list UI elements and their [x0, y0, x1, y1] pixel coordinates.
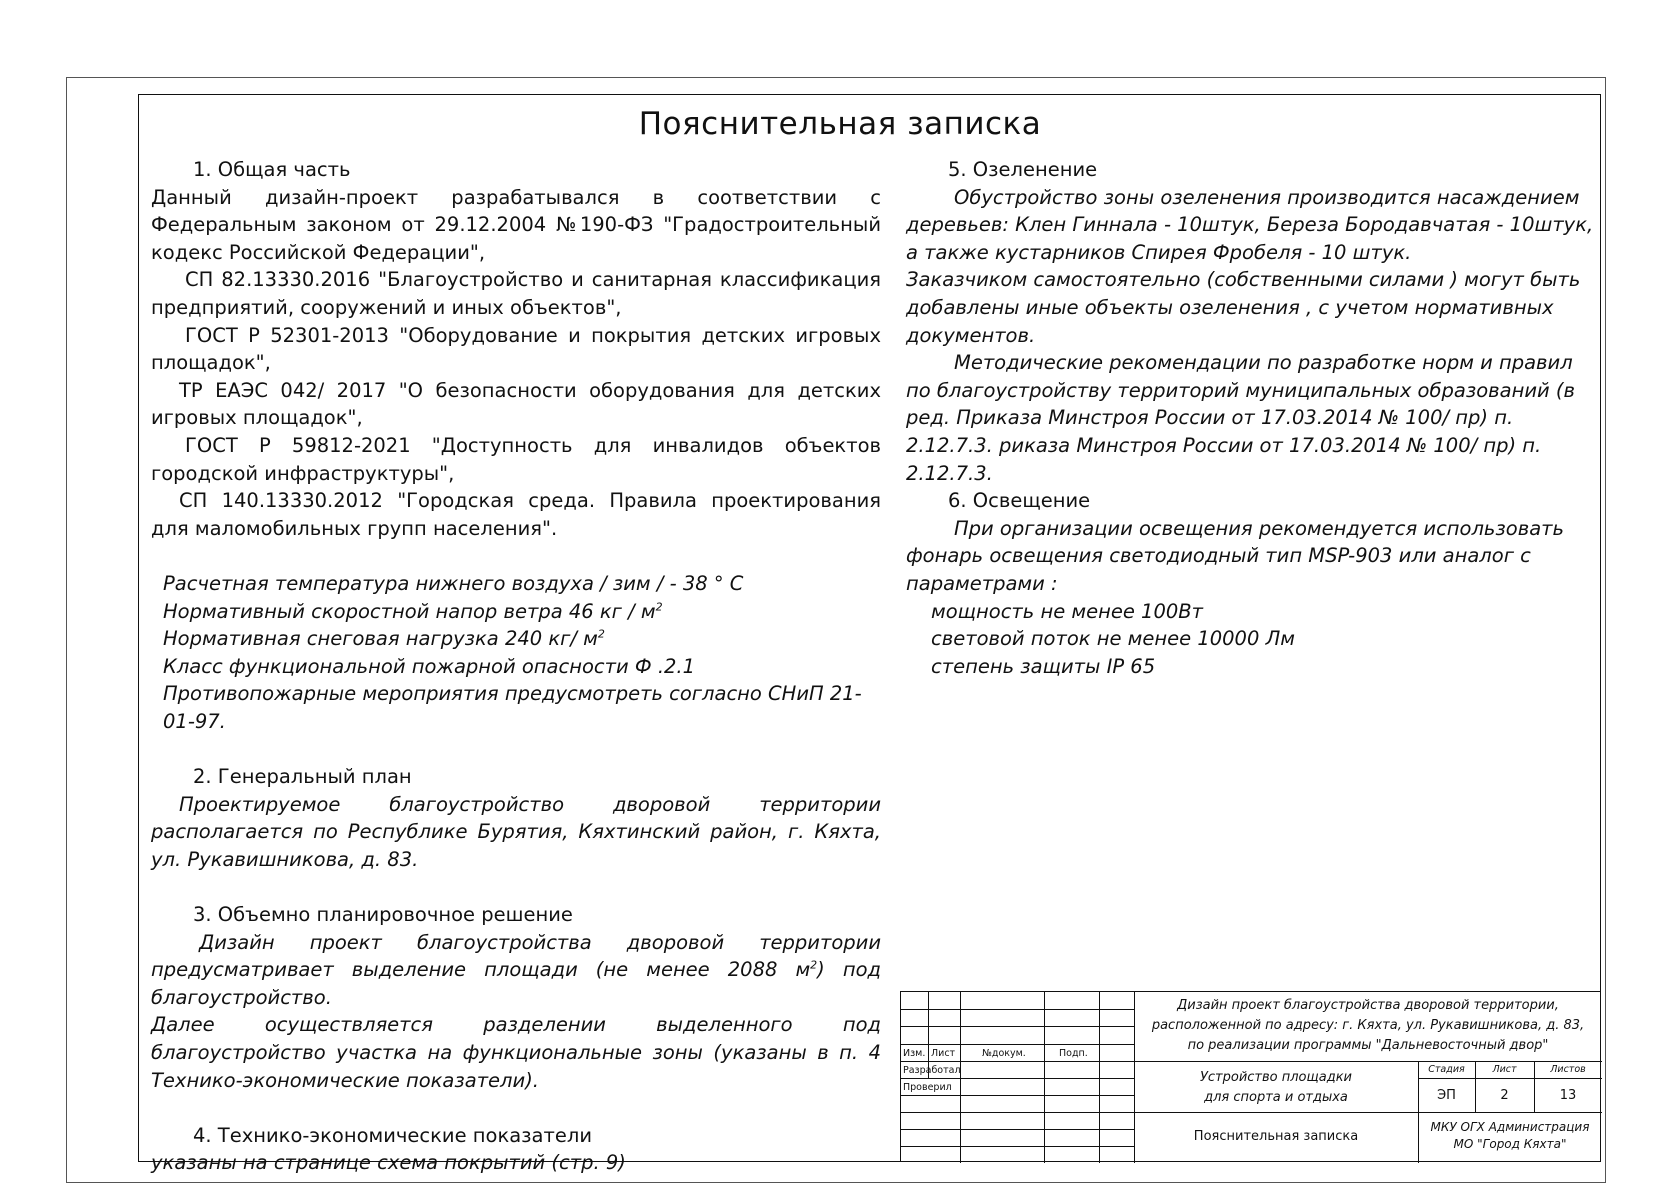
object-name-line: для спорта и отдыха: [1204, 1090, 1348, 1105]
stage-label: Стадия: [1428, 1064, 1465, 1075]
col-izm-label: Изм.: [903, 1048, 926, 1059]
lighting-parameter: степень защиты IP 65: [931, 654, 1156, 678]
project-description-line: по реализации программы "Дальневосточный двор": [1187, 1038, 1549, 1053]
row-razrab-label: Разработал: [903, 1065, 961, 1076]
organization-line: МКУ ОГХ Администрация: [1430, 1120, 1590, 1134]
sheet-label: Лист: [1492, 1064, 1517, 1075]
design-parameter: Класс функциональной пожарной опасности Ф .2.1: [163, 654, 696, 678]
section-6-heading: 6. Освещение: [948, 489, 1091, 513]
section-1-paragraph: Данный дизайн-проект разрабатывался в соответствии с Федеральным законом от 29.12.2004 №190-ФЗ "Градостроительный кодекс Российской Федерации",: [151, 185, 881, 264]
sheets-label: Листов: [1550, 1064, 1586, 1075]
right-column: [906, 156, 1596, 680]
section-4-heading: 4. Технико-экономические показатели: [193, 1123, 592, 1147]
col-podp-label: Подп.: [1059, 1048, 1088, 1059]
section-6-paragraph: При организации освещения рекомендуется использовать фонарь освещения светодиодный тип MSP-903 или аналог с параметрами :: [906, 516, 1565, 595]
section-1-heading: 1. Общая часть: [193, 158, 351, 181]
project-description-line: Дизайн проект благоустройства дворовой территории,: [1177, 998, 1559, 1013]
section-5-heading: 5. Озеленение: [948, 158, 1098, 181]
page-title: Пояснительная записка: [638, 106, 1042, 142]
design-parameter: Нормативная снеговая нагрузка 240 кг/ $м^2$: [163, 627, 605, 651]
section-3-paragraph: Дизайн проект благоустройства дворовой территории предусматривает выделение площади (не менее 2088 $м^2$) под благоустройство.: [151, 930, 881, 1009]
section-1-paragraph: ГОСТ Р 59812-2021 "Доступность для инвалидов объектов городской инфраструктуры",: [151, 433, 881, 485]
left-column: [151, 156, 881, 1177]
document-title: Пояснительная записка: [1193, 1129, 1359, 1144]
organization-line: МО "Город Кяхта": [1453, 1137, 1567, 1151]
section-2-paragraph: Проектируемое благоустройство дворовой территории располагается по Республике Бурятия, Кяхтинский район, г. Кяхта, ул. Рукавишникова, д. 83.: [151, 792, 881, 871]
project-description-line: расположенной по адресу: г. Кяхта, ул. Рукавишникова, д. 83,: [1151, 1018, 1585, 1033]
design-parameter: Нормативный скоростной напор ветра 46 кг / $м^2$: [163, 599, 663, 623]
section-4-paragraph: указаны на странице схема покрытий (стр. 9): [151, 1151, 626, 1175]
section-1-paragraph: ТР ЕАЭС 042/ 2017 "О безопасности оборудования для детских игровых площадок",: [151, 378, 881, 430]
section-5-paragraph: Заказчиком самостоятельно (собственными силами ) могут быть добавлены иные объекты озеленения , с учетом нормативных документов.: [906, 268, 1581, 347]
title-block: [900, 991, 1601, 1162]
lighting-parameter: световой поток не менее 10000 Лм: [931, 627, 1295, 651]
object-name-line: Устройство площадки: [1199, 1070, 1353, 1085]
lighting-parameter: мощность не менее 100Вт: [931, 599, 1204, 623]
col-list-label: Лист: [931, 1048, 956, 1059]
design-parameter: Противопожарные мероприятия предусмотреть согласно СНиП 21-01-97.: [163, 682, 862, 733]
section-5-paragraph: Обустройство зоны озеленения производится насаждением деревьев: Клен Гиннала - 10штук, Береза Бородавчатая - 10штук, а также кустарников Спирея Фробеля - 10 штук.: [906, 185, 1594, 264]
stage-value: ЭП: [1437, 1088, 1456, 1103]
sheet-value: 2: [1500, 1088, 1509, 1103]
section-3-heading: 3. Объемно планировочное решение: [193, 903, 573, 927]
section-3-paragraph: Далее осуществляется разделении выделенного под благоустройство участка на функциональные зоны (указаны в п. 4 Технико-экономические показатели).: [151, 1013, 881, 1092]
section-1-paragraph: СП 82.13330.2016 "Благоустройство и санитарная классификация предприятий, сооружений и иных объектов",: [151, 268, 881, 319]
sheets-value: 13: [1559, 1088, 1577, 1103]
section-1-paragraph: ГОСТ Р 52301-2013 "Оборудование и покрытия детских игровых площадок",: [151, 323, 881, 375]
col-ndoc-label: №докум.: [982, 1048, 1026, 1059]
design-parameter: Расчетная температура нижнего воздуха / зим / - 38 ° С: [163, 571, 744, 595]
section-2-heading: 2. Генеральный план: [193, 765, 412, 789]
row-prover-label: Проверил: [903, 1082, 952, 1093]
section-5-paragraph: Методические рекомендации по разработке норм и правил по благоустройству территорий муниципальных образований (в ред. Приказа Минстроя России от 17.03.2014 № 100/ пр) п. 2.12.7.3. риказа Минстроя России от 17.03.2014 № 100/ пр) п. 2.12.7.3.: [906, 351, 1575, 485]
section-1-paragraph: СП 140.13330.2012 "Городская среда. Правила проектирования для маломобильных групп населения".: [151, 489, 881, 540]
